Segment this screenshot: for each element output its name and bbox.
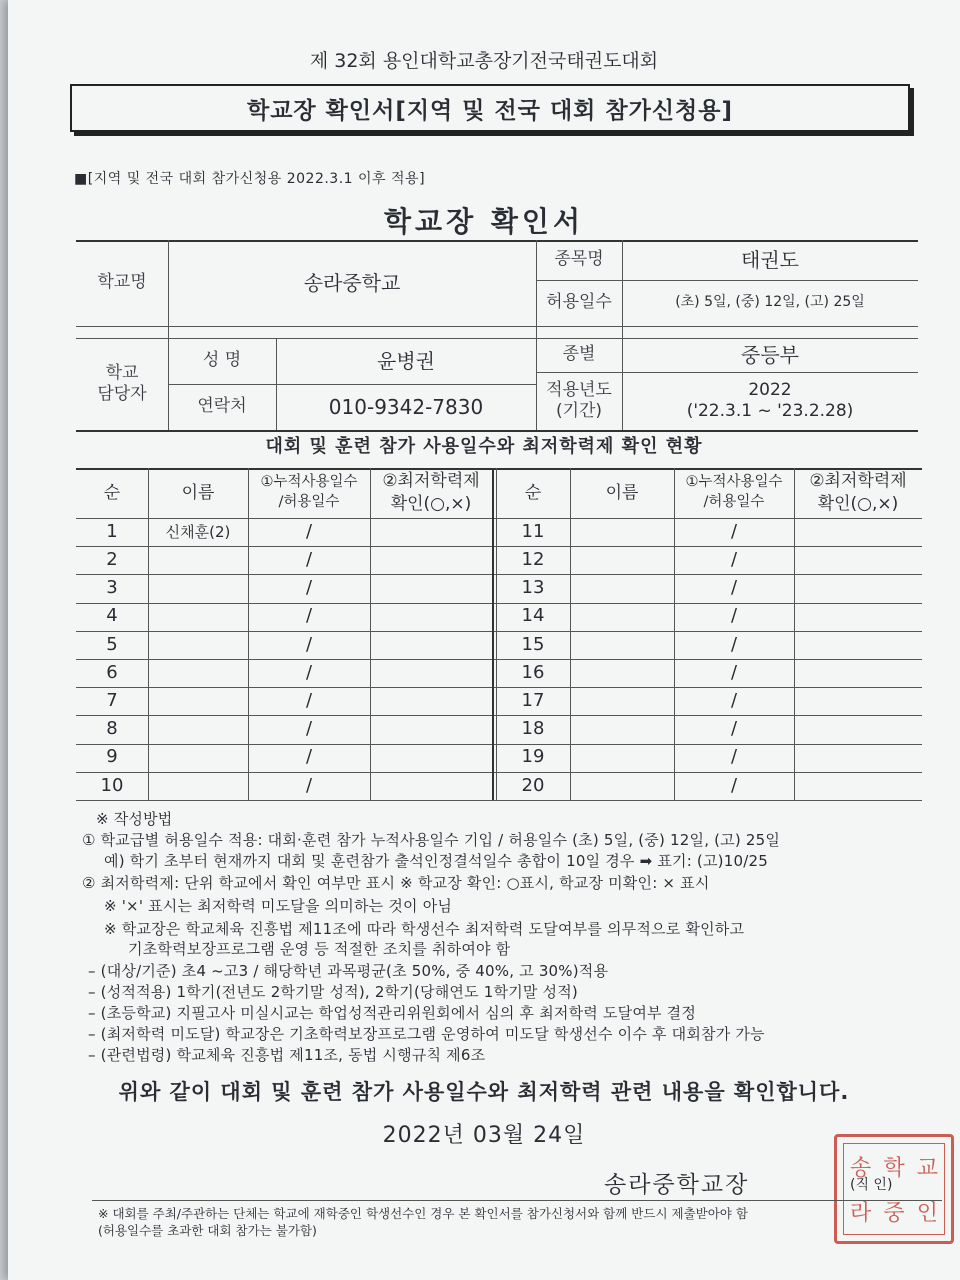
status-left-row-7-check [370,687,492,715]
applicable-year-value [622,372,918,430]
col-name-right: 이름 [605,482,639,503]
status-right-row-9-check [794,744,922,772]
info-line [76,326,918,327]
applicable-year-label: 적용년도 (기간) [546,379,612,421]
form-title: 학교장 확인서 [383,205,585,238]
instruction-line-4: ※ '×' 표시는 최저학력 미도달을 의미하는 것이 아님 [104,897,453,915]
footnote-line-1: ※ 대회를 주최/주관하는 단체는 학교에 재학중인 학생선수인 경우 본 확인서를 참가신청서와 함께 반드시 제출받아야 함 [98,1206,748,1221]
status-right-row-3-days: / [730,577,738,599]
status-left-row-5-check [370,631,492,659]
status-left-row-8-no: 8 [106,718,118,740]
status-right-row-3-name [570,574,674,602]
status-right-row-1-name [570,518,674,546]
status-right-row-2-no: 12 [521,549,545,571]
year-period: ('22.3.1 ~ '23.2.28) [686,401,854,421]
status-left-row-9-name [148,744,248,772]
event-title: 제 32회 용인대학교총장기전국태권도대회 [309,50,659,72]
col-name-left: 이름 [181,482,215,503]
status-left-row-1-no: 1 [106,520,118,542]
instruction-line-5: ※ 학교장은 학교체육 진흥법 제11조에 따라 학생선수 최저학력 도달여부를 의무적으로 확인하고 [104,920,745,938]
status-left-row-9-check [370,744,492,772]
name-label: 성 명 [202,350,242,371]
status-left-row-6-check [370,659,492,687]
col-no-right: 순 [524,482,542,503]
status-left-row-1-name: 신채훈(2) [165,522,231,541]
school-name-label: 학교명 [97,272,147,293]
status-right-row-8-name [570,715,674,743]
instructions-heading: ※ 작성방법 [96,810,173,828]
instruction-line-8: – (성적적용) 1학기(전년도 2학기말 성적), 2학기(당해연도 1학기말 성적) [88,983,578,1001]
status-left-row-6-days: / [305,661,313,683]
col-no-left: 순 [103,482,121,503]
phone-value: 010-9342-7830 [328,394,484,419]
status-right-row-5-name [570,631,674,659]
instruction-line-2: 예) 학기 초부터 현재까지 대회 및 훈련참가 출석인정결석일수 총합이 10일 경우 ➡ 표기: (고)10/25 [104,852,768,870]
status-right-row-7-days: / [730,690,738,712]
status-right-row-9-no: 19 [521,746,545,768]
status-right-row-3-check [794,574,922,602]
status-left-row-2-days: / [305,549,313,571]
confirmation-statement: 위와 같이 대회 및 훈련 참가 사용일수와 최저학력 관련 내용을 확인합니다. [118,1080,850,1104]
status-left-row-5-days: / [305,633,313,655]
status-left-row-7-days: / [305,690,313,712]
school-name-value: 송라중학교 [303,270,401,295]
instruction-line-6: 기초학력보장프로그램 운영 등 적절한 조치를 취하여야 함 [128,940,511,958]
application-note: ■[지역 및 전국 대회 참가신청용 2022.3.1 이후 적용] [74,171,426,187]
status-right-row-2-days: / [730,549,738,571]
col-academic-right: ②최저학력제 확인(○,×) [809,471,907,514]
col-days-left: ①누적사용일수 /허용일수 [260,474,358,510]
status-center-divider [492,468,494,800]
instruction-line-9: – (초등학교) 지필고사 미실시교는 학업성적관리위원회에서 심의 후 최저학력 도달여부 결정 [88,1004,697,1022]
status-left-row-7-name [148,687,248,715]
status-right-row-8-check [794,715,922,743]
footnote [98,1206,938,1240]
status-left-row-8-name [148,715,248,743]
status-right-row-4-name [570,603,674,631]
status-left-row-3-check [370,574,492,602]
footnote-line-2: (허용일수를 초과한 대회 참가는 불가함) [98,1222,317,1238]
status-left-row-1-days: / [305,520,313,542]
status-right-row-5-days: / [730,633,738,655]
status-left-row-5-name [148,631,248,659]
status-left-row-1-check [370,518,492,546]
status-left-row-3-days: / [305,577,313,599]
status-right-row-9-days: / [730,746,738,768]
issue-date: 2022년 03월 24일 [382,1123,586,1148]
status-right-row-10-name [570,772,674,800]
document-title-box: 학교장 확인서[지역 및 전국 대회 참가신청용] [70,84,910,132]
status-right-row-4-check [794,603,922,631]
status-right-row-10-days: / [730,774,738,796]
status-right-row-8-days: / [730,718,738,740]
instruction-line-7: – (대상/기준) 초4 ~고3 / 해당학년 과목평균(초 50%, 중 40%, 고 30%)적용 [88,962,609,980]
status-right-row-1-check [794,518,922,546]
footnote-divider [92,1200,942,1201]
status-right-row-8-no: 18 [521,718,545,740]
status-left-row-9-days: / [305,746,313,768]
status-right-row-7-check [794,687,922,715]
status-left-row-2-no: 2 [106,549,118,571]
status-right-row-4-no: 14 [521,605,545,627]
status-left-row-6-no: 6 [106,661,118,683]
status-right-row-4-days: / [730,605,738,627]
status-right-row-9-name [570,744,674,772]
status-right-row-10-check [794,772,922,800]
school-contact-person-label: 학교 담당자 [97,362,147,404]
status-left-row-4-name [148,603,248,631]
division-label: 종별 [562,344,596,365]
phone-label: 연락처 [197,396,247,417]
year-value: 2022 [748,379,792,400]
status-right-row-6-name [570,659,674,687]
status-section-title: 대회 및 훈련 참가 사용일수와 최저학력제 확인 현황 [265,436,703,457]
instruction-line-3: ② 최저학력제: 단위 학교에서 확인 여부만 표시 ※ 학교장 확인: ○표시, 학교장 미확인: × 표시 [82,874,710,892]
document-page [8,0,960,1280]
status-right-row-6-no: 16 [521,661,545,683]
name-value: 윤병권 [377,348,435,373]
principal-signature-line: 송라중학교장 [604,1172,750,1198]
allowed-days-value: (초) 5일, (중) 12일, (고) 25일 [675,294,865,311]
col-days-right: ①누적사용일수 /허용일수 [685,474,783,510]
status-right-row-7-name [570,687,674,715]
col-academic-left: ②최저학력제 확인(○,×) [382,471,480,514]
sport-value: 태권도 [741,247,799,272]
status-right-row-1-days: / [730,520,738,542]
sport-label: 종목명 [554,249,604,270]
status-left-row-7-no: 7 [106,690,118,712]
status-right-row-5-check [794,631,922,659]
status-left-row-8-check [370,715,492,743]
status-left-row-3-name [148,574,248,602]
status-left-row-8-days: / [305,718,313,740]
status-right-row-5-no: 15 [521,633,545,655]
status-right-row-2-name [570,546,674,574]
status-left-row-10-check [370,772,492,800]
instruction-line-10: – (최저학력 미도달) 학교장은 기초학력보장프로그램 운영하여 미도달 학생선수 이수 후 대회참가 가능 [88,1025,765,1043]
status-bottom-border [76,800,922,801]
status-left-row-2-check [370,546,492,574]
status-right-row-3-no: 13 [521,577,545,599]
seal-characters: 송 학 교 라 중 인 [843,1143,945,1235]
status-left-row-6-name [148,659,248,687]
status-left-row-10-name [148,772,248,800]
status-right-row-6-days: / [730,661,738,683]
allowed-days-label: 허용일수 [546,292,612,313]
status-left-row-5-no: 5 [106,633,118,655]
status-left-row-2-name [148,546,248,574]
status-right-row-10-no: 20 [521,774,545,796]
status-right-row-7-no: 17 [521,690,545,712]
instruction-line-1: ① 학교급별 허용일수 적용: 대회·훈련 참가 누적사용일수 기입 / 허용일수 (초) 5일, (중) 12일, (고) 25일 [82,831,781,849]
status-right-row-2-check [794,546,922,574]
status-left-row-4-days: / [305,605,313,627]
status-left-row-4-no: 4 [106,605,118,627]
status-left-row-3-no: 3 [106,577,118,599]
status-right-row-1-no: 11 [521,520,545,542]
status-left-row-9-no: 9 [106,746,118,768]
status-left-row-10-days: / [305,774,313,796]
seal-mark-label: (직 인) [850,1177,893,1193]
instruction-line-11: – (관련법령) 학교체육 진흥법 제11조, 동법 시행규칙 제6조 [88,1046,486,1064]
status-right-row-6-check [794,659,922,687]
division-value: 중등부 [741,342,799,367]
status-left-row-10-no: 10 [100,774,124,796]
status-left-row-4-check [370,603,492,631]
